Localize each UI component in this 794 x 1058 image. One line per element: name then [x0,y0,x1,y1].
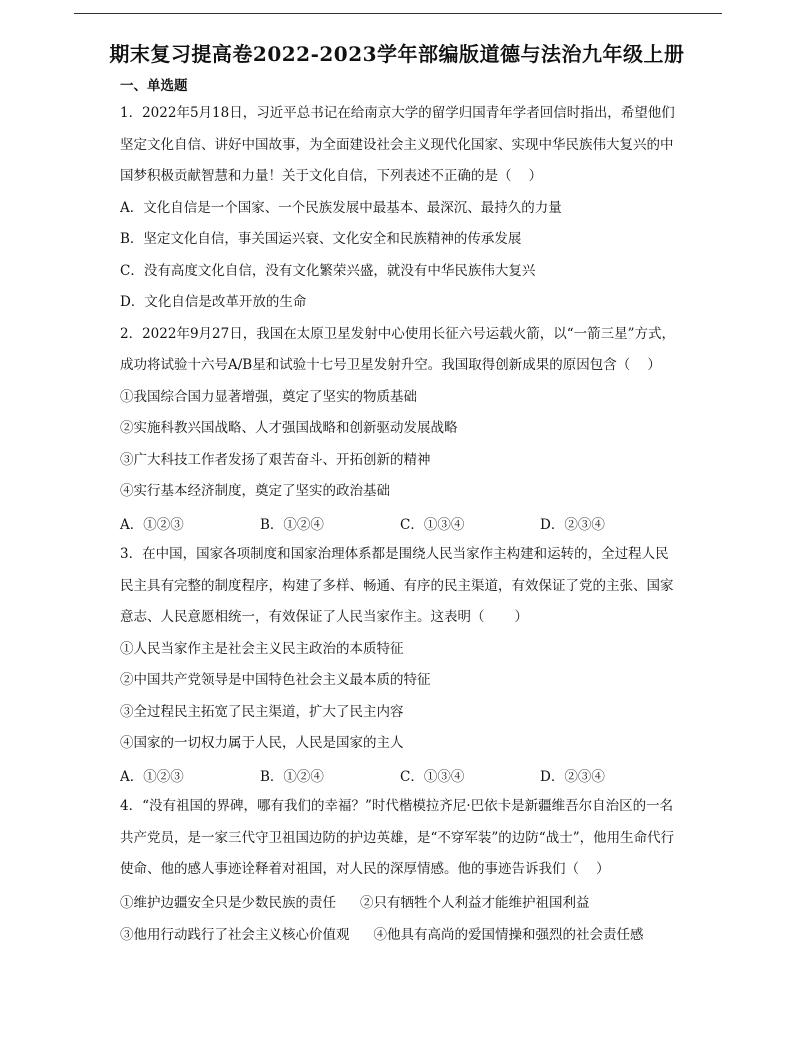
question-stem: 1．2022年5月18日，习近平总书记在给南京大学的留学归国青年学者回信时指出，希望他们坚定文化自信、讲好中国故事，为全面建设社会主义现代化国家、实现中华民族伟大复兴的中国梦积极贡献智慧和力量！关于文化自信，下列表述不正确的是（ ） [120,105,675,184]
question-1 [120,98,680,319]
question-stem: 3．在中国，国家各项制度和国家治理体系都是围绕人民当家作主构建和运转的，全过程人民民主具有完整的制度程序，构建了多样、畅通、有序的民主渠道，有效保证了党的主张、国家意志、人民意愿相统一，有效保证了人民当家作主。这表明（ ） [120,546,674,625]
statement-2: ②只有牺牲个人利益才能维护祖国利益 [360,895,590,912]
option-c: C．没有高度文化自信，没有文化繁荣兴盛，就没有中华民族伟大复兴 [120,262,536,279]
option-d: D．文化自信是改革开放的生命 [120,294,307,310]
question-stem: 2．2022年9月27日，我国在太原卫星发射中心使用长征六号运载火箭，以“一箭三星”方式，成功将试验十六号A/B星和试验十七号卫星发射升空。我国取得创新成果的原因包含（ ） [120,325,676,373]
statement-3: ③他用行动践行了社会主义核心价值观 [120,926,350,943]
statement-row [120,917,680,949]
option-a: A．①②③ [120,517,184,534]
option-d: D．②③④ [540,769,605,786]
question-4 [120,791,680,949]
header-rule [74,13,722,14]
option-a: A．①②③ [120,769,184,786]
statement-1: ①维护边疆安全只是少数民族的责任 [120,895,336,912]
statement-2: ②实施科教兴国战略、人才强国战略和创新驱动发展战略 [120,420,458,436]
statement-row [120,886,680,918]
document-title: 期末复习提高卷2022-2023学年部编版道德与法治九年级上册 [109,42,685,66]
question-2 [120,319,680,540]
statement-4: ④国家的一切权力属于人民，人民是国家的主人 [120,735,404,751]
statement-3: ③广大科技工作者发扬了艰苦奋斗、开拓创新的精神 [120,451,431,468]
option-b: B．①②④ [260,769,324,786]
question-list [120,98,680,949]
statement-3: ③全过程民主拓宽了民主渠道，扩大了民主内容 [120,703,404,720]
option-b: B．①②④ [260,517,324,534]
question-stem: 4．“没有祖国的界碑，哪有我们的幸福？”时代楷模拉齐尼·巴依卡是新疆维吾尔自治区的一名共产党员，是一家三代守卫祖国边防的护边英雄，是“不穿军装”的边防“战士”，他用生命代行使命、他的感人事迹诠释着对祖国，对人民的深厚情感。他的事迹告诉我们（ ） [120,798,675,877]
statement-4: ④他具有高尚的爱国情操和强烈的社会责任感 [373,926,644,943]
question-3 [120,539,680,791]
option-b: B．坚定文化自信，事关国运兴衰、文化安全和民族精神的传承发展 [120,231,522,247]
answer-options [120,508,680,540]
statement-1: ①人民当家作主是社会主义民主政治的本质特征 [120,640,404,657]
answer-options [120,760,680,792]
statement-4: ④实行基本经济制度，奠定了坚实的政治基础 [120,483,390,499]
option-c: C．①③④ [400,517,465,534]
option-d: D．②③④ [540,517,605,534]
option-c: C．①③④ [400,769,465,786]
option-a: A．文化自信是一个国家、一个民族发展中最基本、最深沉、最持久的力量 [120,199,562,216]
statement-1: ①我国综合国力显著增强，奠定了坚实的物质基础 [120,388,417,405]
section-heading: 一、单选题 [120,78,188,94]
statement-2: ②中国共产党领导是中国特色社会主义最本质的特征 [120,672,431,688]
